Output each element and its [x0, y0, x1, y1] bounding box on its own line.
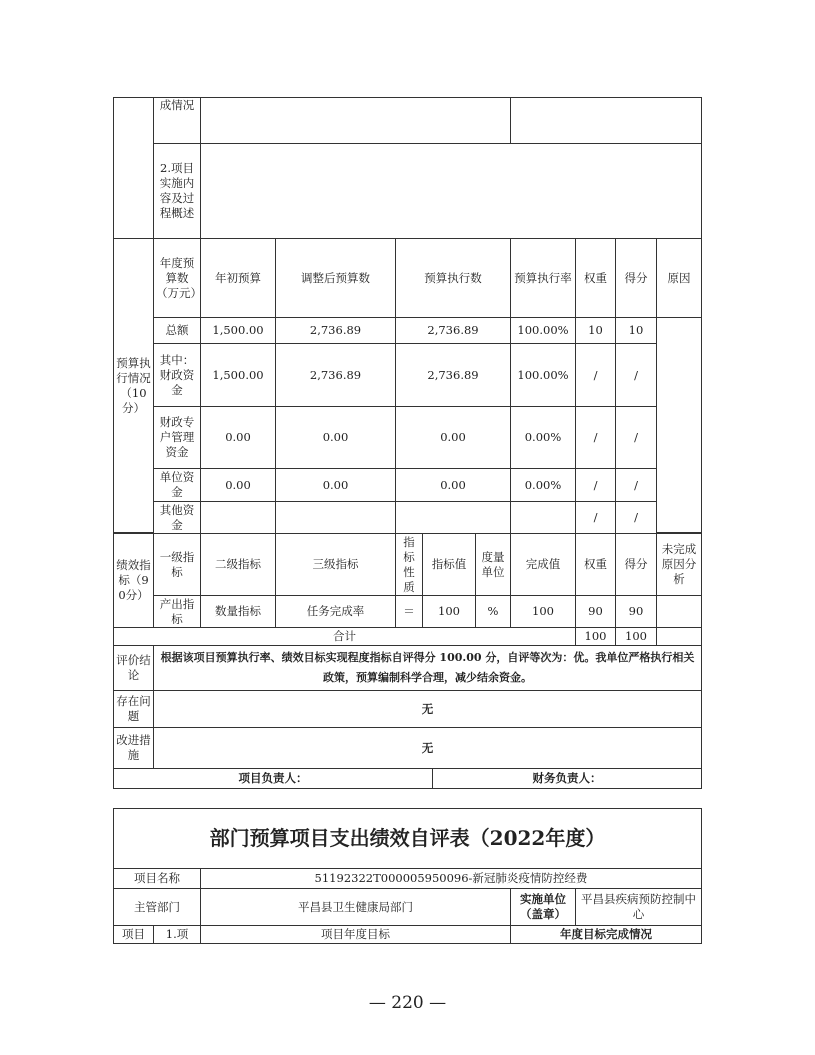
header-cell: 二级指标	[200, 533, 276, 596]
item-label: 1.项	[153, 925, 201, 944]
header-cell: 指标值	[422, 533, 476, 596]
header-cell: 权重	[575, 533, 616, 596]
row-label: 成情况	[153, 97, 201, 144]
cell	[510, 97, 702, 144]
row-label: 财政专户管理资金	[153, 406, 201, 469]
perf-value	[656, 595, 702, 628]
perf-value: 数量指标	[200, 595, 276, 628]
value-cell: 10	[615, 317, 657, 344]
form-title: 部门预算项目支出绩效自评表（2022年度）	[113, 808, 702, 869]
unit: 平昌县疾病预防控制中心	[575, 888, 702, 926]
eval-label: 评价结论	[113, 645, 154, 691]
value-cell: 0.00	[275, 406, 396, 469]
value-cell	[275, 501, 396, 534]
header-cell: 完成值	[510, 533, 576, 596]
project-label: 项目	[113, 925, 154, 944]
value-cell: 1,500.00	[200, 317, 276, 344]
value-cell: 0.00	[200, 406, 276, 469]
header-cell: 三级指标	[275, 533, 396, 596]
header-cell: 原因	[656, 238, 702, 318]
header-cell: 调整后预算数	[275, 238, 396, 318]
value-cell: /	[575, 343, 616, 407]
value-cell: 2,736.89	[275, 343, 396, 407]
perf-value: 任务完成率	[275, 595, 396, 628]
value-cell: /	[575, 406, 616, 469]
perf-value: 产出指标	[153, 595, 201, 628]
value-cell: 0.00	[395, 406, 511, 469]
value-cell: /	[615, 406, 657, 469]
issues-text: 无	[153, 690, 702, 728]
value-cell: 100.00%	[510, 317, 576, 344]
total-weight: 100	[575, 627, 616, 646]
header-cell: 预算执行率	[510, 238, 576, 318]
unit-label: 实施单位（盖章）	[510, 888, 576, 926]
header-cell: 一级指标	[153, 533, 201, 596]
value-cell: 100.00%	[510, 343, 576, 407]
value-cell: 0.00	[395, 468, 511, 502]
perf-value: 100	[510, 595, 576, 628]
value-cell: 2,736.89	[275, 317, 396, 344]
value-cell: /	[575, 468, 616, 502]
row-label: 总额	[153, 317, 201, 344]
value-cell: 0.00	[275, 468, 396, 502]
cell	[200, 97, 511, 144]
row-label: 2.项目实施内容及过程概述	[153, 143, 201, 239]
row-label: 其他资金	[153, 501, 201, 534]
budget-section-label: 预算执行情况（10分）	[113, 238, 154, 534]
dept-label: 主管部门	[113, 888, 201, 926]
perf-value: 90	[615, 595, 657, 628]
value-cell: 2,736.89	[395, 343, 511, 407]
total-score: 100	[615, 627, 657, 646]
header-cell: 权重	[575, 238, 616, 318]
reason-cell	[656, 317, 702, 533]
page-number: — 220 —	[368, 993, 447, 1013]
value-cell: /	[615, 501, 657, 534]
header-cell: 指标性质	[395, 533, 423, 596]
value-cell: /	[615, 343, 657, 407]
value-cell: 0.00%	[510, 406, 576, 469]
header-cell: 预算执行数	[395, 238, 511, 318]
improve-label: 改进措施	[113, 727, 154, 769]
value-cell: /	[575, 501, 616, 534]
value-cell: 2,736.89	[395, 317, 511, 344]
value-cell: 0.00	[200, 468, 276, 502]
value-cell: 0.00%	[510, 468, 576, 502]
header-cell: 得分	[615, 533, 657, 596]
perf-value: 90	[575, 595, 616, 628]
header-cell: 年度预算数（万元）	[153, 238, 201, 318]
cell	[656, 627, 702, 646]
value-cell: 10	[575, 317, 616, 344]
done-label: 年度目标完成情况	[510, 925, 702, 944]
perf-section-label: 绩效指标（90分）	[113, 533, 154, 628]
value-cell	[200, 501, 276, 534]
cell	[200, 143, 702, 239]
project-owner-label: 项目负责人：	[113, 768, 433, 789]
value-cell: 1,500.00	[200, 343, 276, 407]
row-label: 单位资金	[153, 468, 201, 502]
perf-value: %	[475, 595, 511, 628]
row-label: 其中：财政资金	[153, 343, 201, 407]
value-cell: /	[615, 468, 657, 502]
header-cell: 度量单位	[475, 533, 511, 596]
finance-owner-label: 财务负责人：	[432, 768, 702, 789]
eval-text: 根据该项目预算执行率、绩效目标实现程度指标自评得分 100.00 分，自评等次为：优。我单位严格执行相关政策，预算编制科学合理，减少结余资金。	[153, 645, 702, 691]
value-cell	[395, 501, 511, 534]
dept: 平昌县卫生健康局部门	[200, 888, 511, 926]
project-name-label: 项目名称	[113, 868, 201, 889]
header-cell: 得分	[615, 238, 657, 318]
header-cell: 年初预算	[200, 238, 276, 318]
total-label: 合计	[113, 627, 576, 646]
issues-label: 存在问题	[113, 690, 154, 728]
goal-label: 项目年度目标	[200, 925, 511, 944]
value-cell	[510, 501, 576, 534]
perf-value: 100	[422, 595, 476, 628]
header-cell: 未完成原因分析	[656, 533, 702, 596]
improve-text: 无	[153, 727, 702, 769]
perf-value: ＝	[395, 595, 423, 628]
project-name: 51192322T000005950096-新冠肺炎疫情防控经费	[200, 868, 702, 889]
